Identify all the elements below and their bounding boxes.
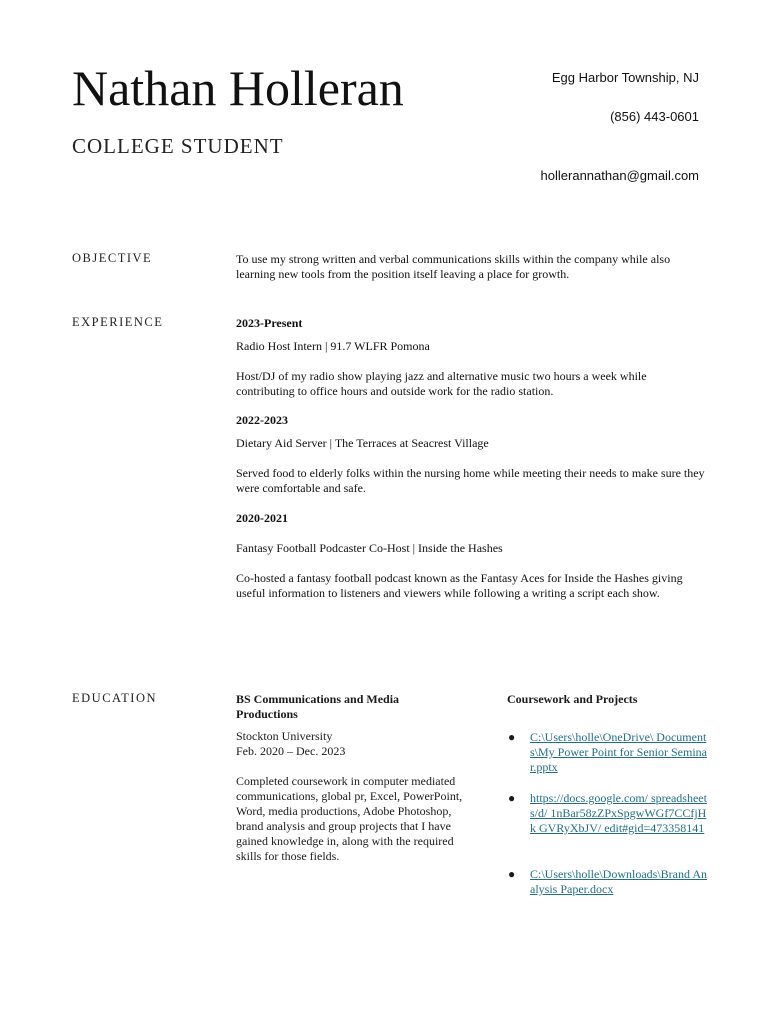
coursework-link[interactable]: https://docs.google.com/ spreadsheets/d/ 1nBar58zZPxSpgwWGf7CCfjHk GVRyXbJV/ edit#gid=473358141 xyxy=(530,791,707,835)
education-dates: Feb. 2020 – Dec. 2023 xyxy=(236,744,346,758)
coursework-link[interactable]: C:\Users\holle\Downloads\Brand Analysis Paper.docx xyxy=(530,867,707,896)
resume-role: COLLEGE STUDENT xyxy=(72,134,284,158)
school-name: Stockton University xyxy=(236,729,333,743)
contact-email[interactable]: hollerannathan@gmail.com xyxy=(540,168,699,183)
job-description: Served food to elderly folks within the nursing home while meeting their needs to make sure they were comfortable and safe. xyxy=(236,466,705,495)
job-description: Co-hosted a fantasy football podcast known as the Fantasy Aces for Inside the Hashes giving useful information to listeners and viewers while following a writing a script each show. xyxy=(236,571,683,600)
education-heading: EDUCATION xyxy=(72,691,158,705)
coursework-item xyxy=(508,867,708,897)
coursework-link[interactable]: C:\Users\holle\OneDrive\ Documents\My Power Point for Senior Seminar.pptx xyxy=(530,730,707,774)
contact-phone: (856) 443-0601 xyxy=(610,109,699,124)
job-title: Dietary Aid Server | The Terraces at Seacrest Village xyxy=(236,436,489,450)
job-dates: 2022-2023 xyxy=(236,413,288,427)
coursework-item xyxy=(508,791,708,866)
job-title: Radio Host Intern | 91.7 WLFR Pomona xyxy=(236,339,430,353)
job-dates: 2020-2021 xyxy=(236,511,288,525)
job-description: Host/DJ of my radio show playing jazz and alternative music two hours a week while contributing to office hours and outside work for the radio station. xyxy=(236,369,647,398)
bullet-icon: ● xyxy=(508,867,516,881)
bullet-icon: ● xyxy=(508,791,516,805)
resume-name: Nathan Holleran xyxy=(72,60,404,116)
contact-location: Egg Harbor Township, NJ xyxy=(551,70,699,85)
job-dates: 2023-Present xyxy=(236,316,303,330)
objective-heading: OBJECTIVE xyxy=(72,251,153,265)
coursework-item xyxy=(508,730,708,775)
bullet-icon: ● xyxy=(508,730,516,744)
education-description: Completed coursework in computer mediated communications, global pr, Excel, PowerPoint, Word, media productions, Adobe Photoshop, brand analysis and group projects that I have gained knowledge in, along with the required skills for those fields. xyxy=(236,774,463,863)
degree-title: BS Communications and Media Productions xyxy=(236,692,400,721)
coursework-title: Coursework and Projects xyxy=(507,692,638,706)
experience-heading: EXPERIENCE xyxy=(72,315,164,329)
job-title: Fantasy Football Podcaster Co-Host | Inside the Hashes xyxy=(236,541,503,555)
objective-text: To use my strong written and verbal communications skills within the company while also learning new tools from the position itself leaving a place for growth. xyxy=(236,252,671,281)
